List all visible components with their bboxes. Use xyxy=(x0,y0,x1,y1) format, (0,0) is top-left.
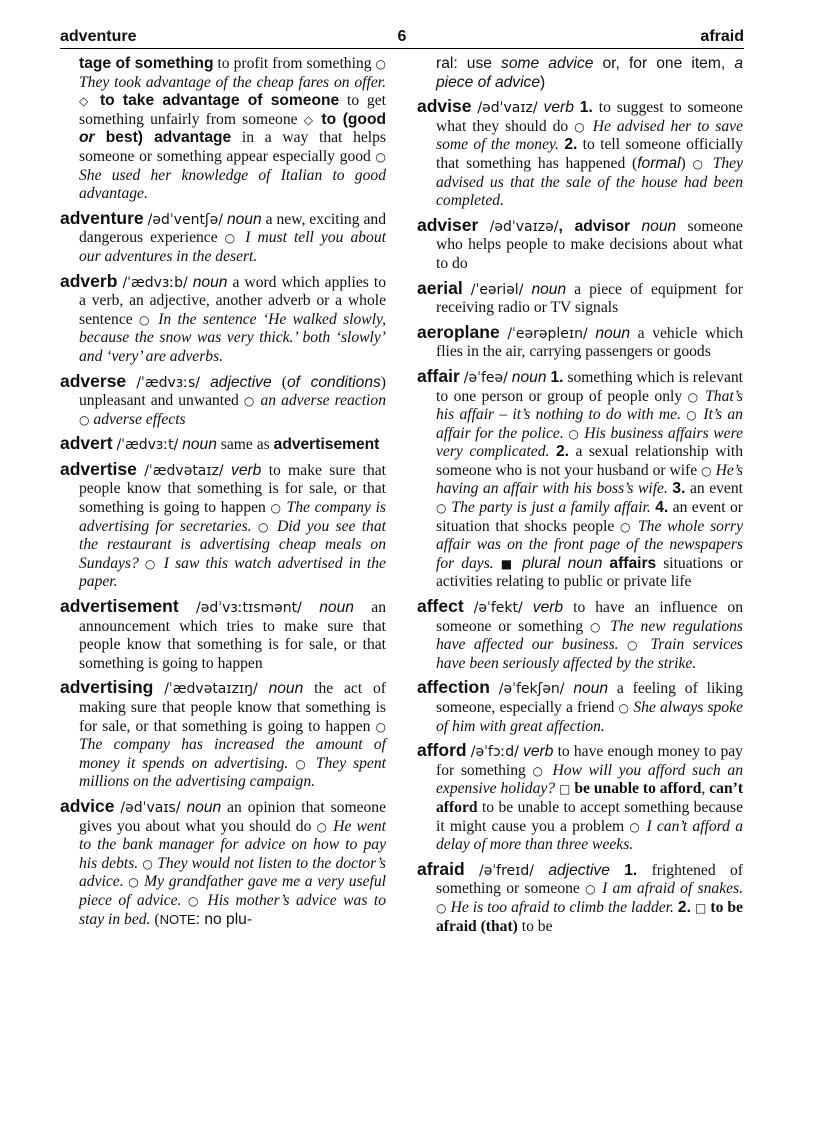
example-marker: ○ xyxy=(627,638,643,653)
example: adverse effects xyxy=(93,410,186,428)
pronunciation: /ədˈventʃə/ xyxy=(147,211,223,228)
definition: a feeling of liking someone, especially a friend xyxy=(436,680,743,716)
variant-headword: , advisor xyxy=(558,217,631,235)
example-marker: ○ xyxy=(139,312,152,327)
phrase: best) advantage xyxy=(94,129,232,147)
pronunciation: /əˈfreɪd/ xyxy=(479,862,534,879)
headword: affection xyxy=(417,677,490,698)
example: He advised her to save some of the money. xyxy=(436,117,743,154)
entry-advice-continued xyxy=(417,55,743,92)
sense-number: 2. xyxy=(564,136,578,154)
definition: an opinion that someone gives you about what you should do xyxy=(79,798,387,835)
entry-advice xyxy=(60,797,386,929)
example: The company has increased the amount of money it spends on advertising. xyxy=(79,736,386,772)
example-marker: ○ xyxy=(686,408,699,423)
sense-number: 2. xyxy=(677,898,691,916)
example-marker: ○ xyxy=(701,463,712,478)
entry-adventure xyxy=(60,209,386,267)
entry-advert xyxy=(60,434,386,455)
definition: to be unable to accept something because it might cause you a problem xyxy=(436,798,743,835)
phrase: be unable to afford xyxy=(574,780,702,798)
pronunciation: /əˈfeə/ xyxy=(463,369,508,386)
example: The whole sorry affair was on the front page of the newspapers for days. xyxy=(436,517,743,572)
sense-number: 4. xyxy=(655,499,669,517)
headword: adventure xyxy=(60,207,144,228)
example-marker: ○ xyxy=(144,556,158,571)
pronunciation: /əˈfekʃən/ xyxy=(498,681,565,698)
entry-afraid xyxy=(417,860,743,936)
example-marker: ○ xyxy=(295,756,309,771)
phrase: can’t afford xyxy=(436,780,744,816)
entry-aerial xyxy=(417,279,743,318)
example-marker: ○ xyxy=(375,149,386,164)
usage-label: of conditions xyxy=(287,373,381,391)
part-of-speech: adjective xyxy=(210,373,272,391)
note-bracket: ( xyxy=(150,910,160,928)
headword: aerial xyxy=(417,277,463,298)
part-of-speech: noun xyxy=(226,210,262,228)
separator: , xyxy=(701,780,710,798)
example-marker: ○ xyxy=(618,701,630,715)
plural-marker: ■ xyxy=(500,556,516,571)
example-marker: ○ xyxy=(629,819,642,834)
entry-advantage-continued xyxy=(60,55,386,204)
headword: advice xyxy=(60,795,115,816)
example-marker: ○ xyxy=(128,875,140,890)
definition: to suggest to someone what they should do xyxy=(436,99,743,135)
example: I saw this watch advertised in the paper. xyxy=(79,554,386,591)
example: He’s having an affair with his boss’s wife. xyxy=(436,461,743,498)
part-of-speech: verb xyxy=(532,599,564,617)
example-marker: ○ xyxy=(589,619,604,634)
plural-headword: affairs xyxy=(609,554,657,572)
entry-advertisement xyxy=(60,597,386,673)
example: I must tell you about our adventures in the desert. xyxy=(79,229,386,265)
definition: ) xyxy=(680,154,693,172)
definition: a piece of equipment for receiving radio or TV signals xyxy=(436,280,743,317)
definition: to make sure that people know that something is for sale, or that something is going to happen xyxy=(79,461,387,517)
part-of-speech: noun xyxy=(186,798,222,816)
entry-advise xyxy=(417,97,743,211)
definition: to profit from something xyxy=(213,55,376,72)
pronunciation: /ˈædvɜːb/ xyxy=(122,274,188,291)
headword: advertise xyxy=(60,458,137,479)
phrase-marker: □ xyxy=(559,782,571,797)
entry-afford xyxy=(417,741,743,855)
definition: frightened of something or someone xyxy=(436,861,743,898)
right-column xyxy=(417,55,743,941)
example-marker: ○ xyxy=(532,763,546,778)
example-marker: ○ xyxy=(568,426,580,441)
example: an adverse reaction xyxy=(260,392,386,410)
note-text: or, for one item, xyxy=(593,55,735,72)
example-marker: ○ xyxy=(436,900,447,915)
example-marker: ○ xyxy=(375,57,386,71)
headword: affair xyxy=(417,365,460,386)
part-of-speech: verb xyxy=(231,461,262,479)
pronunciation: /əˈfɔːd/ xyxy=(470,744,519,761)
pronunciation: /ədˈvaɪs/ xyxy=(120,799,181,816)
cross-reference: advertisement xyxy=(273,436,380,454)
example: My grandfather gave me a very useful piece of advice. xyxy=(79,873,386,909)
headword: advert xyxy=(60,433,113,454)
example-marker: ○ xyxy=(243,394,256,409)
definition: a new, exciting and dangerous experience xyxy=(79,210,386,247)
part-of-speech: noun xyxy=(182,436,217,454)
definition: an event or situation that shocks people xyxy=(436,499,743,535)
definition: in a way that helps someone or something appear especially good xyxy=(79,129,386,165)
example: He is too afraid to climb the ladder. xyxy=(450,898,674,916)
pronunciation: /əˈfekt/ xyxy=(473,600,523,617)
example: She always spoke of him with great affection. xyxy=(436,699,743,735)
example: I am afraid of snakes. xyxy=(602,880,744,898)
part-of-speech: noun xyxy=(641,217,677,235)
example: In the sentence ‘He walked slowly, because the snow was very thick.’ both ‘slowly’ and ‘very’ are adverbs. xyxy=(79,310,386,365)
example: He went to the bank manager for advice on how to pay his debts. xyxy=(79,817,386,872)
definition: to get something unfairly from someone xyxy=(79,92,386,128)
idiom-marker: ◇ xyxy=(303,112,316,127)
example: His mother’s advice was to stay in bed. xyxy=(79,891,386,928)
example-marker: ○ xyxy=(375,719,386,734)
example: The new regulations have affected our business. xyxy=(436,617,743,654)
example-marker: ○ xyxy=(687,389,700,404)
pronunciation: /ədˈvaɪz/ xyxy=(477,100,538,117)
entry-affect xyxy=(417,597,743,673)
note-text: ral: use xyxy=(436,55,502,72)
pronunciation: /ˈædvətaɪz/ xyxy=(144,462,224,479)
entry-adviser xyxy=(417,216,743,274)
example-marker: ○ xyxy=(187,893,201,908)
headword: adverb xyxy=(60,270,118,291)
example-marker: ○ xyxy=(619,519,633,534)
entry-adverse xyxy=(60,372,386,430)
page-header xyxy=(60,26,744,49)
sense-number: 1. xyxy=(579,99,593,117)
pronunciation: /ədˈvɜːtɪsmənt/ xyxy=(196,600,302,617)
page-number: 6 xyxy=(397,28,407,45)
label-bracket: ) xyxy=(380,373,386,391)
definition: something which is relevant to one person or group of people only xyxy=(436,368,744,405)
example: It’s an affair for the police. xyxy=(436,406,743,442)
note-text: a piece of advice xyxy=(436,55,743,91)
note-bracket: ) xyxy=(540,73,546,91)
example: They would not listen to the doctor’s advice. xyxy=(79,854,386,891)
pronunciation: /ˈeəriəl/ xyxy=(470,281,524,298)
example-marker: ○ xyxy=(270,501,282,516)
part-of-speech: verb xyxy=(543,99,574,117)
example: That’s his affair – it’s nothing to do with me. xyxy=(436,387,743,424)
definition: a sexual relationship with someone who is not your husband or wife xyxy=(436,443,744,479)
definition: an announcement which tries to make sure that people know that something is for sale, or that something is going to happen xyxy=(79,599,386,672)
pronunciation: /ədˈvaɪzə/ xyxy=(489,218,559,235)
entry-aeroplane xyxy=(417,323,743,362)
note-text: : no plu- xyxy=(195,910,253,928)
right-guide-word: afraid xyxy=(700,28,744,45)
sense-number: 2. xyxy=(555,443,569,461)
entry-advertising xyxy=(60,678,386,792)
example-marker: ○ xyxy=(436,501,447,516)
example-marker: ○ xyxy=(316,819,329,834)
entry-affair xyxy=(417,367,743,592)
definition: a vehicle which flies in the air, carrying passengers or goods xyxy=(436,324,743,361)
phrase: to be afraid (that) xyxy=(436,898,743,935)
example: They took advantage of the cheap fares on offer. xyxy=(79,73,386,91)
note-label: NOTE xyxy=(159,911,196,927)
part-of-speech: verb xyxy=(523,743,554,761)
definition: a word which applies to a verb, an adjective, another adverb or a whole sentence xyxy=(79,273,386,328)
example-marker: ○ xyxy=(585,882,597,897)
example-marker: ○ xyxy=(142,856,154,871)
idiom-marker: ◇ xyxy=(79,94,93,109)
left-column xyxy=(60,55,386,934)
pronunciation: /ˈædvɜːs/ xyxy=(136,374,200,391)
example: They advised us that the sale of the house had been completed. xyxy=(436,154,743,210)
part-of-speech: adjective xyxy=(548,861,610,879)
example: How will you afford such an expensive holiday? xyxy=(436,761,743,798)
definition: someone who helps people to make decisions about what to do xyxy=(436,217,743,272)
part-of-speech: noun xyxy=(268,680,304,698)
definition: unpleasant and unwanted xyxy=(79,392,244,410)
headword: adverse xyxy=(60,370,127,391)
headword: afford xyxy=(417,740,467,761)
part-of-speech: noun xyxy=(573,680,609,698)
left-guide-word: adventure xyxy=(60,28,137,45)
part-of-speech: noun xyxy=(319,599,354,617)
headword: advise xyxy=(417,96,472,117)
part-of-speech: plural noun xyxy=(522,554,603,572)
example: His business affairs were very complicated. xyxy=(436,424,743,461)
definition: the act of making sure that people know that something is for sale, or that something is going to happen xyxy=(79,680,386,735)
entry-adverb xyxy=(60,272,386,367)
example: They spent millions on the advertising campaign. xyxy=(79,754,386,791)
part-of-speech: noun xyxy=(511,368,547,386)
headword: affect xyxy=(417,596,464,617)
sense-number: 1. xyxy=(624,861,638,879)
headword: aeroplane xyxy=(417,321,500,342)
entry-affection xyxy=(417,678,743,736)
example-marker: ○ xyxy=(257,519,271,534)
part-of-speech: noun xyxy=(531,280,567,298)
label-bracket: ( xyxy=(271,373,287,391)
definition: situations or activities relating to public or private life xyxy=(436,554,743,591)
definition: same as xyxy=(216,436,274,454)
entry-advertise xyxy=(60,460,386,592)
phrase: or xyxy=(79,129,95,147)
definition: to tell someone officially that something has happened ( xyxy=(436,136,743,172)
phrase: to (good xyxy=(321,110,386,128)
example-marker: ○ xyxy=(574,119,587,134)
pronunciation: /ˈædvətaɪzɪŋ/ xyxy=(164,681,258,698)
pronunciation: /ˈædvɜːt/ xyxy=(116,437,179,454)
example: The company is advertising for secretaries. xyxy=(79,499,386,535)
example: Did you see that the restaurant is advertising cheap meals on Sundays? xyxy=(79,517,386,572)
sense-number: 1. xyxy=(550,368,564,386)
usage-label: formal xyxy=(637,154,681,172)
phrase: to take advantage of someone xyxy=(99,92,340,110)
headword: adviser xyxy=(417,214,479,235)
headword: advertising xyxy=(60,677,154,698)
example: I can’t afford a delay of more than three weeks. xyxy=(436,817,743,854)
example-marker: ○ xyxy=(79,412,90,427)
note-text: some advice xyxy=(501,55,594,72)
phrase-marker: □ xyxy=(694,900,707,915)
sense-number: 3. xyxy=(672,480,686,498)
example: Train services have been seriously affected by the strike. xyxy=(436,636,743,672)
definition: to have enough money to pay for something xyxy=(436,743,743,779)
part-of-speech: noun xyxy=(192,273,228,291)
headword: advertisement xyxy=(60,596,179,617)
definition: to be xyxy=(517,917,553,935)
definition: an event xyxy=(685,480,743,498)
example-marker: ○ xyxy=(692,156,706,171)
part-of-speech: noun xyxy=(595,324,631,342)
headword: afraid xyxy=(417,858,465,879)
phrase: tage of something xyxy=(79,55,214,72)
definition: to have an influence on someone or something xyxy=(436,599,744,635)
example-marker: ○ xyxy=(224,231,239,246)
pronunciation: /ˈeərəpleɪn/ xyxy=(507,325,588,342)
example: She used her knowledge of Italian to good advantage. xyxy=(79,166,386,203)
example: The party is just a family affair. xyxy=(451,499,651,517)
